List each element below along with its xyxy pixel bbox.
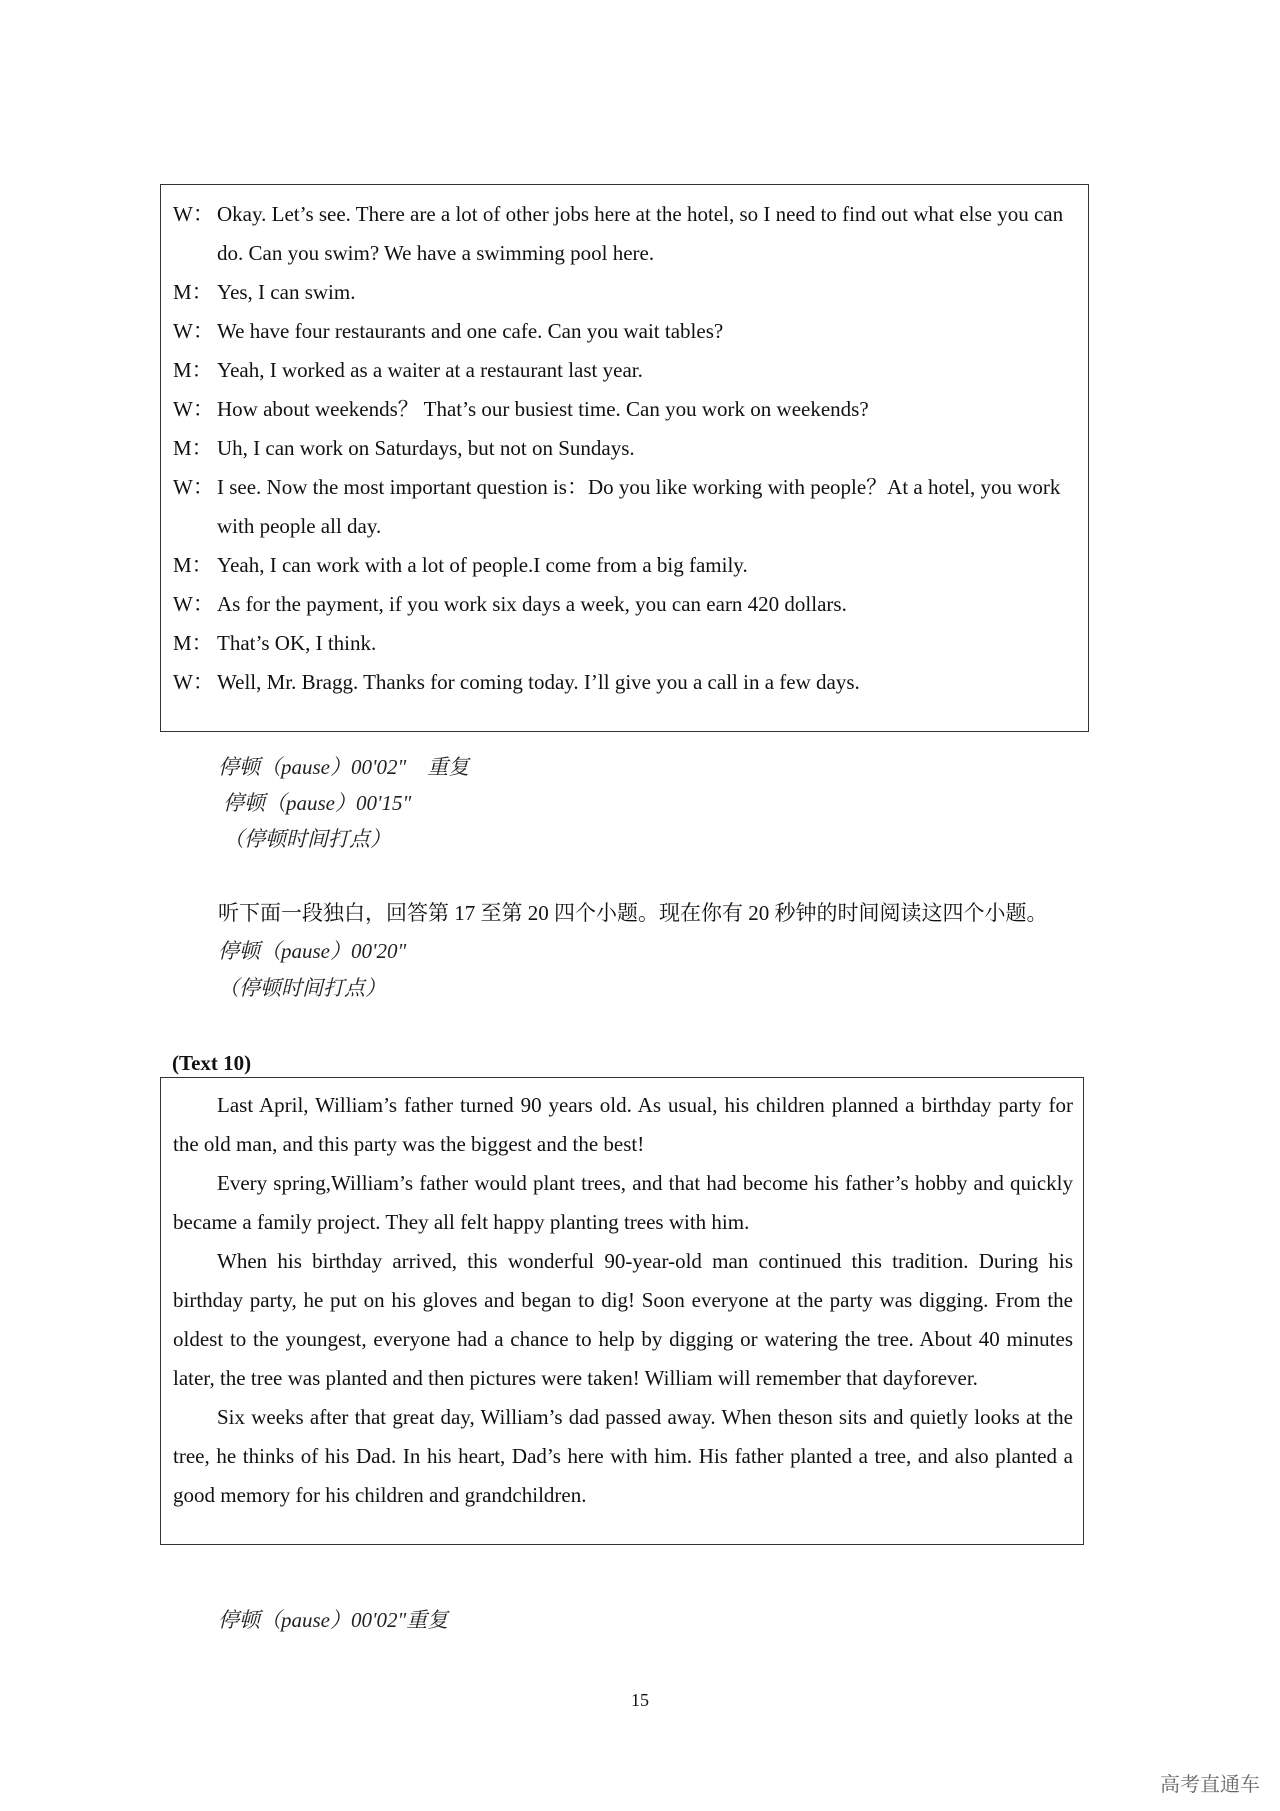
dialogue-line [173,390,1078,429]
speaker-label: W： [173,592,214,616]
listening-instruction: 听下面一段独白，回答第 17 至第 20 四个小题。现在你有 20 秒钟的时间阅读这四个小题。 [218,901,1048,925]
dialogue-text: Yes, I can swim. [217,280,356,304]
dialogue-text: How about weekends？ That’s our busiest time. Can you work on weekends? [217,397,869,421]
passage-paragraph: Every spring,William’s father would plant trees, and that had become his father’s hobby and quickly became a family project. They all felt happy planting trees with him. [173,1171,1073,1234]
dialogue-line [173,429,1078,468]
dialogue-text: Well, Mr. Bragg. Thanks for coming today. I’ll give you a call in a few days. [217,670,860,694]
dialogue-text: I see. Now the most important question is：Do you like working with people？At a hotel, you work with people all day. [217,475,1061,538]
dialogue-line [173,624,1078,663]
speaker-label: W： [173,319,214,343]
speaker-label: M： [173,436,213,460]
speaker-label: M： [173,280,213,304]
speaker-label: W： [173,475,214,499]
watermark: 高考直通车 [1160,1772,1260,1796]
timing-note: （停顿时间打点） [223,827,391,851]
dialogue-line [173,351,1078,390]
dialogue-line [173,546,1078,585]
passage-paragraph: Last April, William’s father turned 90 years old. As usual, his children planned a birthday party for the old man, and this party was the biggest and the best! [173,1093,1073,1156]
dialogue-text: Yeah, I worked as a waiter at a restaurant last year. [217,358,643,382]
pause-note: 停顿（pause）00'02"重复 [218,1608,449,1632]
speaker-label: W： [173,397,214,421]
dialogue-line [173,585,1078,624]
pause-note: 停顿（pause）00'15" [223,791,412,815]
pause-note: 停顿（pause）00'20" [218,939,407,963]
speaker-label: M： [173,631,213,655]
dialogue-line [173,468,1078,546]
pause-note: 停顿（pause）00'02" 重复 [218,755,470,779]
timing-note: （停顿时间打点） [218,976,386,1000]
passage-paragraph: When his birthday arrived, this wonderful 90-year-old man continued this tradition. During his birthday party, he put on his gloves and began to dig! Soon everyone at the party was digging. From the oldest to the youngest, everyone had a chance to help by digging or watering the tree. About 40 minutes later, the tree was planted and then pictures were taken! William will remember that dayforever. [173,1249,1073,1390]
dialogue-text: That’s OK, I think. [217,631,377,655]
passage-box [160,1077,1084,1545]
dialogue-text: Okay. Let’s see. There are a lot of other jobs here at the hotel, so I need to find out what else you can do. Can you swim? We have a swimming pool here. [217,202,1064,265]
dialogue-line [173,195,1078,273]
dialogue-line [173,663,1078,702]
speaker-label: W： [173,670,214,694]
dialogue-text: We have four restaurants and one cafe. Can you wait tables? [217,319,724,343]
passage-paragraph: Six weeks after that great day, William’s dad passed away. When theson sits and quietly looks at the tree, he thinks of his Dad. In his heart, Dad’s here with him. His father planted a tree, and also planted a good memory for his children and grandchildren. [173,1405,1073,1507]
dialogue-text: Uh, I can work on Saturdays, but not on Sundays. [217,436,635,460]
dialogue-transcript-box [160,184,1089,732]
speaker-label: W： [173,202,214,226]
speaker-label: M： [173,553,213,577]
speaker-label: M： [173,358,213,382]
section-title: (Text 10) [172,1051,252,1075]
dialogue-line [173,312,1078,351]
dialogue-text: As for the payment, if you work six days a week, you can earn 420 dollars. [217,592,847,616]
dialogue-line [173,273,1078,312]
dialogue-text: Yeah, I can work with a lot of people.I come from a big family. [217,553,748,577]
page-number: 15 [631,1690,649,1710]
